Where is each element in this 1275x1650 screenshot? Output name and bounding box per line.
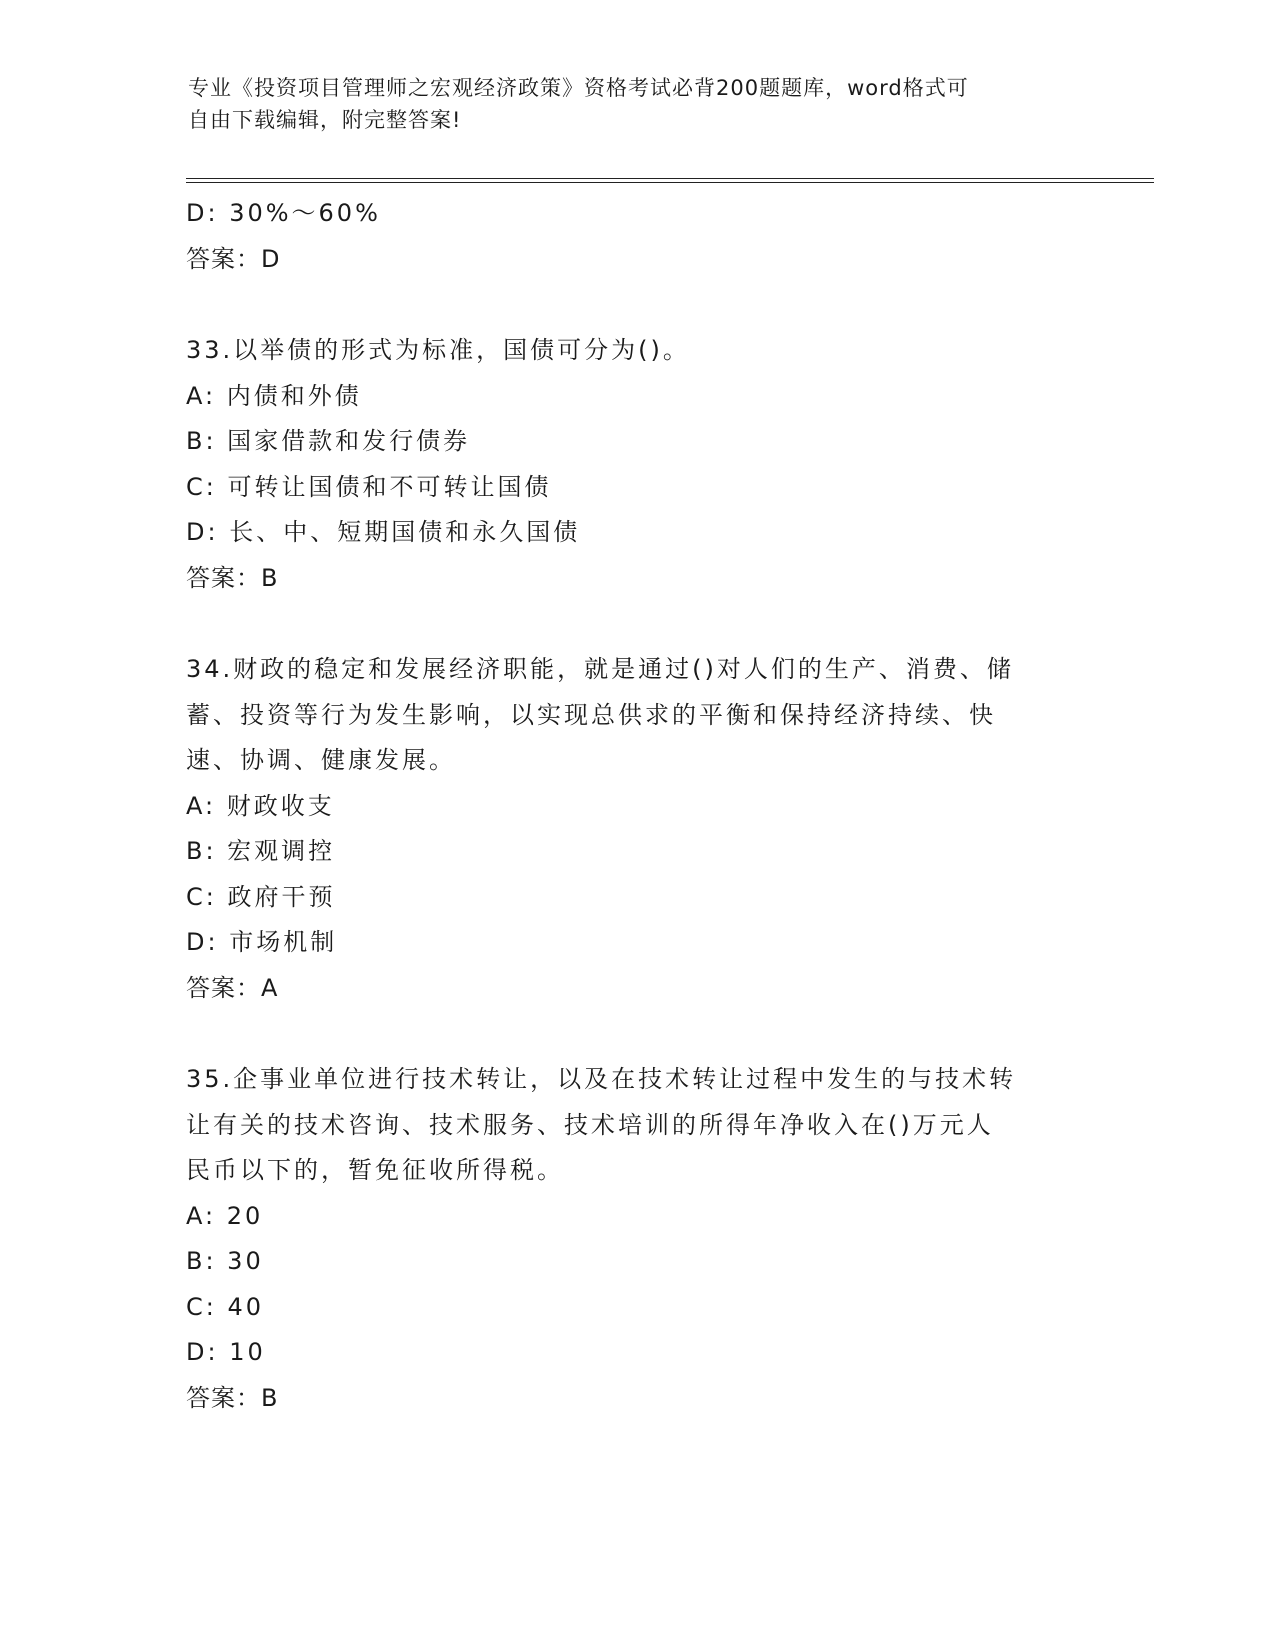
prev-option-d: D: 30%～60% bbox=[186, 199, 381, 227]
question-stem: 让有关的技术咨询、技术服务、技术培训的所得年净收入在()万元人 bbox=[186, 1110, 994, 1139]
question-stem: 速、协调、健康发展。 bbox=[186, 746, 456, 774]
option-d: D: 长、中、短期国债和永久国债 bbox=[186, 518, 581, 546]
answer: 答案：B bbox=[186, 1383, 279, 1412]
question-35 bbox=[186, 1057, 1086, 1421]
question-stem: 33.以举债的形式为标准，国债可分为()。 bbox=[186, 336, 690, 364]
option-b: B: 宏观调控 bbox=[186, 837, 336, 865]
question-list bbox=[186, 191, 1086, 1421]
question-33 bbox=[186, 328, 1086, 601]
question-stem: 35.企事业单位进行技术转让，以及在技术转让过程中发生的与技术转 bbox=[186, 1065, 1017, 1093]
question-stem: 34.财政的稳定和发展经济职能，就是通过()对人们的生产、消费、储 bbox=[186, 655, 1014, 683]
header-line-1: 专业《投资项目管理师之宏观经济政策》资格考试必背200题题库，word格式可 bbox=[188, 76, 969, 100]
question-34 bbox=[186, 647, 1086, 1011]
option-c: C: 40 bbox=[186, 1292, 265, 1321]
header-line-2: 自由下载编辑，附完整答案! bbox=[188, 108, 462, 132]
option-a: A: 财政收支 bbox=[186, 791, 335, 820]
spacer bbox=[186, 282, 1086, 328]
option-a: A: 20 bbox=[186, 1201, 264, 1230]
option-d: D: 10 bbox=[186, 1338, 266, 1366]
answer: 答案：B bbox=[186, 563, 279, 592]
question-stem: 蓄、投资等行为发生影响，以实现总供求的平衡和保持经济持续、快 bbox=[186, 700, 996, 729]
spacer bbox=[186, 601, 1086, 647]
option-a: A: 内债和外债 bbox=[186, 381, 362, 410]
option-d: D: 市场机制 bbox=[186, 928, 338, 956]
header-divider-top bbox=[186, 178, 1154, 179]
header-divider-bottom bbox=[186, 182, 1154, 183]
document-header bbox=[188, 72, 1088, 136]
option-b: B: 国家借款和发行债券 bbox=[186, 427, 471, 455]
option-b: B: 30 bbox=[186, 1247, 264, 1275]
question-stem: 民币以下的，暂免征收所得税。 bbox=[186, 1156, 564, 1184]
spacer bbox=[186, 1011, 1086, 1057]
answer: 答案：A bbox=[186, 973, 279, 1002]
prev-answer: 答案：D bbox=[186, 244, 281, 273]
option-c: C: 政府干预 bbox=[186, 882, 336, 911]
option-c: C: 可转让国债和不可转让国债 bbox=[186, 472, 552, 501]
